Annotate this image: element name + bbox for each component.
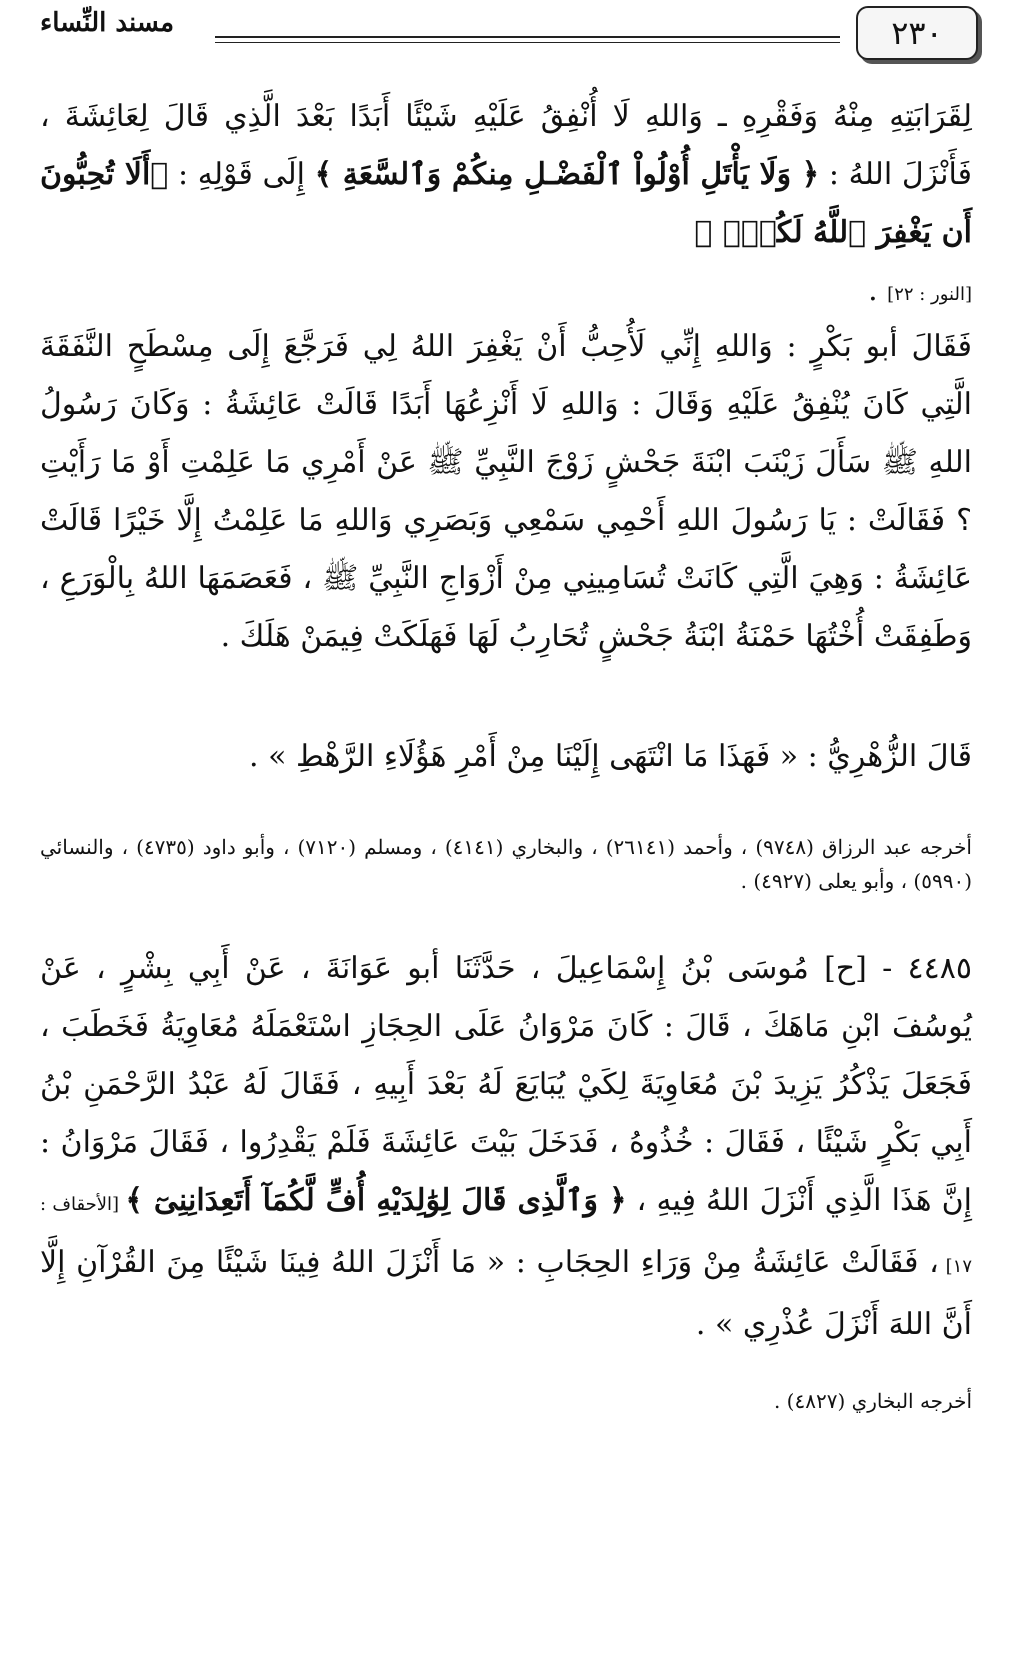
footnote-2: أخرجه البخاري (٤٨٢٧) . [773,1389,972,1413]
verse-reference-2: [الأحقاف : ١٧] [40,1194,973,1277]
verse-reference-1: [النور : ٢٢] [887,284,972,305]
paragraph-2: فَقَالَ أبو بَكْرٍ : وَاللهِ إِنِّي لَأُحِبُّ أَنْ يَغْفِرَ اللهُ لِي فَرَجَّعَ إِلَى مِسْطَحٍ النَّفَقَةَ الَّتِي كَانَ يُنْفِقُ عَلَيْهِ وَقَالَ : وَاللهِ لَا أَنْزِعُهَا أَبَدًا قَالَتْ عَائِشَةُ : وَكَانَ رَسُولُ اللهِ ﷺ سَأَلَ زَيْنَبَ ابْنَةَ جَحْشٍ زَوْجَ النَّبِيِّ ﷺ عَنْ أَمْرِي مَا عَلِمْتِ أَوْ مَا رَأَيْتِ ؟ فَقَالَتْ : يَا رَسُولَ اللهِ أَحْمِي سَمْعِي وَبَصَرِي وَاللهِ مَا عَلِمْتُ إِلَّا خَيْرًا قَالَتْ عَائِشَةُ : وَهِيَ الَّتِي كَانَتْ تُسَامِينِي مِنْ أَزْوَاجِ النَّبِيِّ ﷺ ، فَعَصَمَهَا اللهُ بِالْوَرَعِ ، وَطَفِقَتْ أُخْتُهَا حَمْنَةُ ابْنَةُ جَحْشٍ تُحَارِبُ لَهَا فَهَلَكَتْ فِيمَنْ هَلَكَ . [40,329,972,654]
header-rule [215,36,840,38]
header-rule-thin [215,42,840,43]
paragraph-1-end: . [868,273,888,308]
page-header [30,6,943,66]
quran-verse-1: ﴿ وَلَا يَأْتَلِ أُوْلُواْ ٱلْفَضْـلِ مِنكُمْ وَٱلسَّعَةِ ﴾ [314,157,820,192]
paragraph-3: قَالَ الزُّهْرِيُّ : « فَهَذَا مَا انْتَهَى إِلَيْنَا مِنْ أَمْرِ هَؤُلَاءِ الرَّهْطِ » . [249,739,972,774]
footnote-1: أخرجه عبد الرزاق (٩٧٤٨) ، وأحمد (٢٦١٤١) ، والبخاري (٤١٤١) ، ومسلم (٧١٢٠) ، وأبو داود (٤٧٣٥) ، والنسائي (٥٩٩٠) ، وأبو يعلى (٤٩٢٧) . [40,835,972,893]
quran-verse-3: ﴿ وَٱلَّذِى قَالَ لِوَٰلِدَيْهِ أُفٍّ لَّكُمَآ أَتَعِدَانِنِىٓ ﴾ [125,1183,627,1218]
hadith-4485-text: ٤٤٨٥ - [ح] مُوسَى بْنُ إِسْمَاعِيلَ ، حَدَّثَنَا أبو عَوَانَةَ ، عَنْ أَبِي بِشْرٍ ، عَنْ يُوسُفَ ابْنِ مَاهَكَ ، قَالَ : كَانَ مَرْوَانُ عَلَى الحِجَازِ اسْتَعْمَلَهُ مُعَاوِيَةُ فَخَطَبَ ، فَجَعَلَ يَذْكُرُ يَزِيدَ بْنَ مُعَاوِيَةَ لِكَيْ يُبَايَعَ لَهُ بَعْدَ أَبِيهِ ، فَقَالَ لَهُ عَبْدُ الرَّحْمَنِ بْنُ أَبِي بَكْرٍ شَيْئًا ، فَقَالَ : خُذُوهُ ، فَدَخَلَ بَيْتَ عَائِشَةَ فَلَمْ يَقْدِرُوا ، فَقَالَ مَرْوَانُ : إِنَّ هَذَا الَّذِي أَنْزَلَ اللهُ فِيهِ ، [40,951,972,1218]
paragraph-1-text-b: إِلَى قَوْلِهِ : [168,157,315,192]
paragraph-1-text-a: لِقَرَابَتِهِ مِنْهُ وَفَقْرِهِ ـ وَاللهِ لَا أُنْفِقُ عَلَيْهِ شَيْئًا أَبَدًا بَعْدَ الَّذِي قَالَ لِعَائِشَةَ ، فَأَنْزَلَ اللهُ : [40,99,972,192]
running-title: مسند النِّساء [40,8,174,38]
hadith-4485-text-after: ، فَقَالَتْ عَائِشَةُ مِنْ وَرَاءِ الحِجَابِ : « مَا أَنْزَلَ اللهُ فِينَا شَيْئًا مِنَ القُرْآنِ إِلَّا أَنَّ اللهَ أَنْزَلَ عُذْرِي » . [40,1245,972,1342]
paragraph-1 [40,88,972,324]
hadith-4485 [40,940,992,1354]
page-number: ٢٣٠ [856,6,978,60]
quran-verse-2: ﴿أَلَا تُحِبُّونَ أَن يَغْفِرَ ٱللَّهُ لَكُمْۗ ﴾ [40,157,972,250]
